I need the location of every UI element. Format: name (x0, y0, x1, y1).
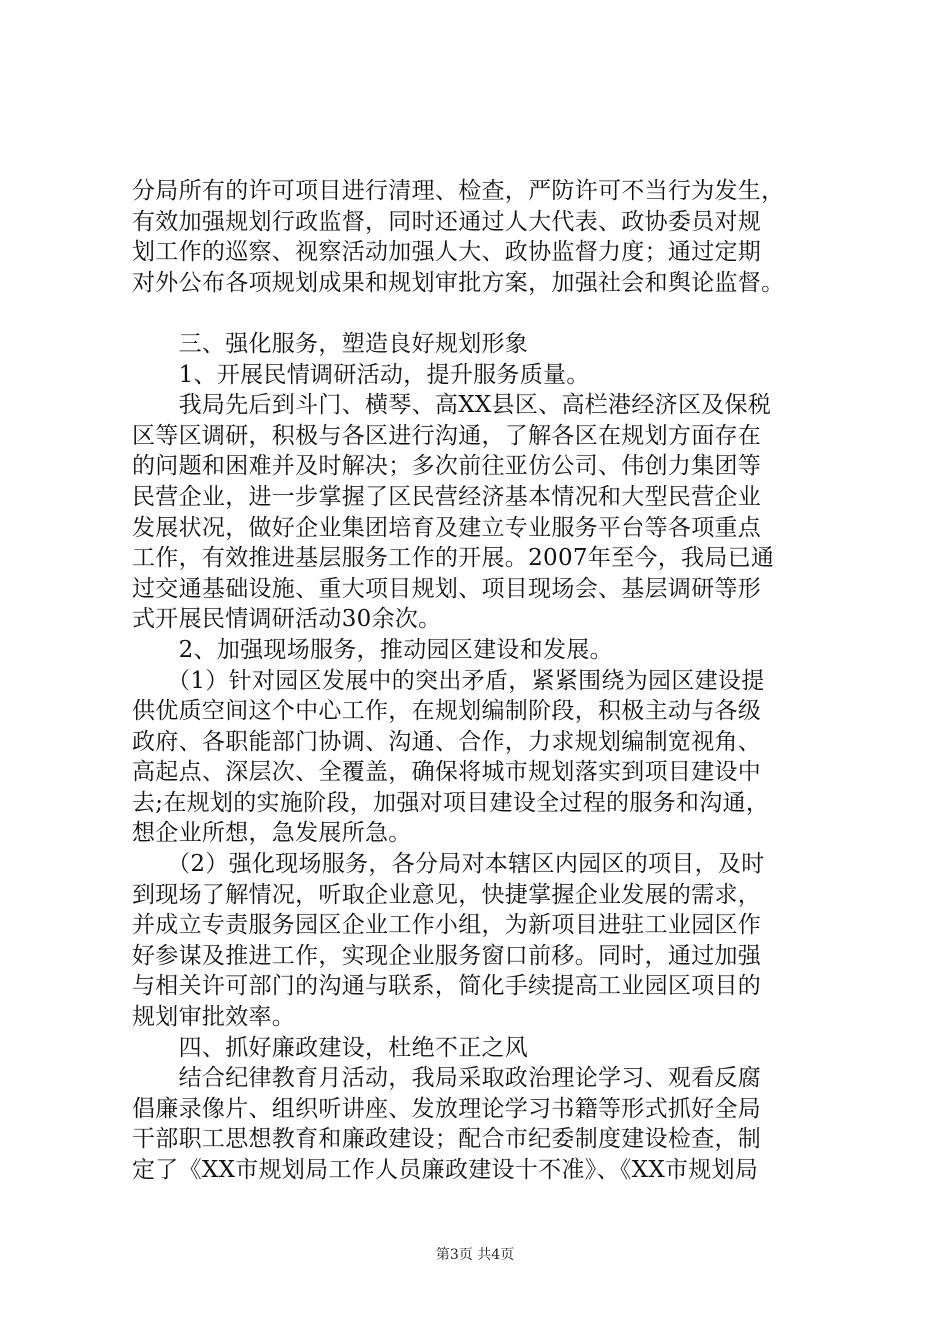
text-line: 区等区调研，积极与各区进行沟通，了解各区在规划方面存在 (132, 422, 762, 449)
text-line: 分局所有的许可项目进行清理、检查，严防许可不当行为发生， (132, 178, 785, 204)
text-line: （2）强化现场服务，各分局对本辖区内园区的项目，及时 (132, 851, 765, 878)
text-line: 定了《XX市规划局工作人员廉政建设十不准》、《XX市规划局 (132, 1157, 759, 1183)
text-line: 对外公布各项规划成果和规划审批方案，加强社会和舆论监督。 (132, 269, 785, 296)
text-line: 规划审批效率。 (132, 1004, 296, 1031)
page-footer: 第3页 共4页 (435, 1247, 515, 1263)
text-line: 的问题和困难并及时解决；多次前往亚仿公司、伟创力集团等 (132, 453, 762, 480)
text-line: 干部职工思想教育和廉政建设；配合市纪委制度建设检查，制 (132, 1126, 762, 1153)
text-line: 供优质空间这个中心工作，在规划编制阶段，积极主动与各级 (132, 698, 762, 725)
text-line: 民营企业，进一步掌握了区民营经济基本情况和大型民营企业 (132, 483, 762, 510)
text-line: 式开展民情调研活动30余次。 (132, 606, 442, 633)
text-line: 过交通基础设施、重大项目规划、项目现场会、基层调研等形 (132, 575, 762, 602)
text-line: 去;在规划的实施阶段，加强对项目建设全过程的服务和沟通， (132, 789, 770, 816)
section-heading: 三、强化服务，塑造良好规划形象 (132, 330, 529, 357)
text-line: 结合纪律教育月活动，我局采取政治理论学习、观看反腐 (132, 1065, 762, 1092)
text-line: 划工作的巡察、视察活动加强人大、政协监督力度；通过定期 (132, 239, 762, 266)
text-line: 到现场了解情况，听取企业意见，快捷掌握企业发展的需求， (132, 881, 762, 908)
section-heading: 四、抓好廉政建设，杜绝不正之风 (132, 1034, 529, 1061)
text-line: 好参谋及推进工作，实现企业服务窗口前移。同时，通过加强 (132, 942, 762, 969)
subsection-heading: 1、开展民情调研活动，提升服务质量。 (132, 361, 590, 388)
text-line: 高起点、深层次、全覆盖，确保将城市规划落实到项目建设中 (132, 759, 762, 786)
text-line: 发展状况，做好企业集团培育及建立专业服务平台等各项重点 (132, 514, 762, 541)
text-line: 与相关许可部门的沟通与联系，简化手续提高工业园区项目的 (132, 973, 762, 1000)
text-line: （1）针对园区发展中的突出矛盾，紧紧围绕为园区建设提 (132, 667, 765, 694)
text-line: 工作，有效推进基层服务工作的开展。2007年至今，我局已通 (132, 545, 775, 572)
document-body (132, 176, 832, 1186)
text-line: 政府、各职能部门协调、沟通、合作，力求规划编制宽视角、 (132, 728, 762, 755)
text-line: 有效加强规划行政监督，同时还通过人大代表、政协委员对规 (132, 208, 762, 235)
text-line: 我局先后到斗门、横琴、高XX县区、高栏港经济区及保税 (132, 392, 772, 419)
paragraph-block-main (132, 329, 832, 1186)
paragraph-block-intro (132, 176, 832, 298)
text-line: 倡廉录像片、组织听讲座、发放理论学习书籍等形式抓好全局 (132, 1095, 762, 1122)
subsection-heading: 2、加强现场服务，推动园区建设和发展。 (132, 636, 613, 663)
paragraph-gap (132, 298, 832, 329)
text-line: 并成立专责服务园区企业工作小组，为新项目进驻工业园区作 (132, 912, 762, 939)
text-line: 想企业所想，急发展所急。 (132, 820, 412, 847)
